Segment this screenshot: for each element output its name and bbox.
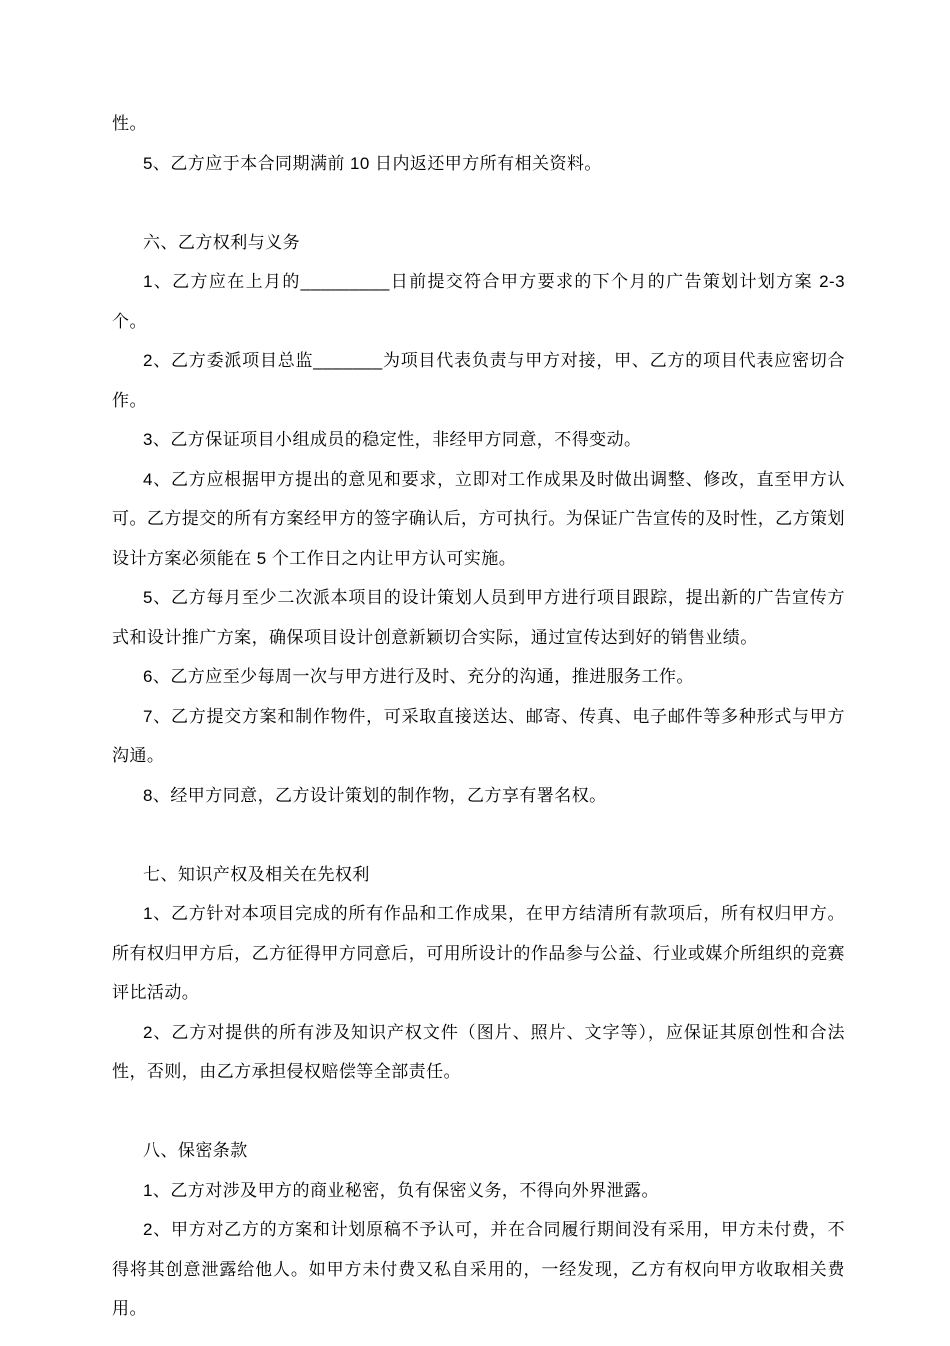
blank-line — [112, 815, 845, 855]
contract-paragraph: 4、乙方应根据甲方提出的意见和要求，立即对工作成果及时做出调整、修改，直至甲方认可。乙方提交的所有方案经甲方的签字确认后，方可执行。为保证广告宣传的及时性，乙方策划设计方案必须能在 5 个工作日之内让甲方认可实施。 — [112, 469, 845, 568]
contract-paragraph: 5、乙方应于本合同期满前 10 日内返还甲方所有相关资料。 — [143, 153, 602, 173]
section-heading: 八、保密条款 — [143, 1141, 248, 1160]
contract-paragraph: 2、乙方对提供的所有涉及知识产权文件（图片、照片、文字等），应保证其原创性和合法性，否则，由乙方承担侵权赔偿等全部责任。 — [112, 1022, 845, 1081]
contract-paragraph: 1、乙方对涉及甲方的商业秘密，负有保密义务，不得向外界泄露。 — [143, 1180, 659, 1200]
document-body — [112, 104, 845, 1329]
contract-paragraph: 5、乙方每月至少二次派本项目的设计策划人员到甲方进行项目跟踪，提出新的广告宣传方式和设计推广方案，确保项目设计创意新颖切合实际，通过宣传达到好的销售业绩。 — [112, 588, 845, 647]
contract-paragraph: 7、乙方提交方案和制作物件，可采取直接送达、邮寄、传真、电子邮件等多种形式与甲方沟通。 — [112, 706, 845, 765]
contract-paragraph: 3、乙方保证项目小组成员的稳定性，非经甲方同意，不得变动。 — [143, 430, 642, 449]
blank-line — [112, 183, 845, 223]
contract-paragraph: 6、乙方应至少每周一次与甲方进行及时、充分的沟通，推进服务工作。 — [143, 667, 694, 686]
contract-paragraph: 1、乙方应在上月的_________日前提交符合甲方要求的下个月的广告策划计划方案 2-3 个。 — [112, 272, 845, 331]
blank-line — [112, 1092, 845, 1132]
paragraph-continuation: 性。 — [112, 114, 147, 133]
contract-paragraph: 2、乙方委派项目总监_______为项目代表负责与甲方对接，甲、乙方的项目代表应密切合作。 — [112, 351, 845, 410]
contract-paragraph: 1、乙方针对本项目完成的所有作品和工作成果，在甲方结清所有款项后，所有权归甲方。所有权归甲方后，乙方征得甲方同意后，可用所设计的作品参与公益、行业或媒介所组织的竞赛评比活动。 — [112, 904, 845, 1002]
section-heading: 六、乙方权利与义务 — [143, 232, 301, 252]
contract-paragraph: 8、经甲方同意，乙方设计策划的制作物，乙方享有署名权。 — [143, 785, 607, 805]
contract-paragraph: 2、甲方对乙方的方案和计划原稿不予认可，并在合同履行期间没有采用，甲方未付费，不得将其创意泄露给他人。如甲方未付费又私自采用的，一经发现，乙方有权向甲方收取相关费用。 — [112, 1220, 845, 1318]
section-heading: 七、知识产权及相关在先权利 — [143, 864, 370, 884]
